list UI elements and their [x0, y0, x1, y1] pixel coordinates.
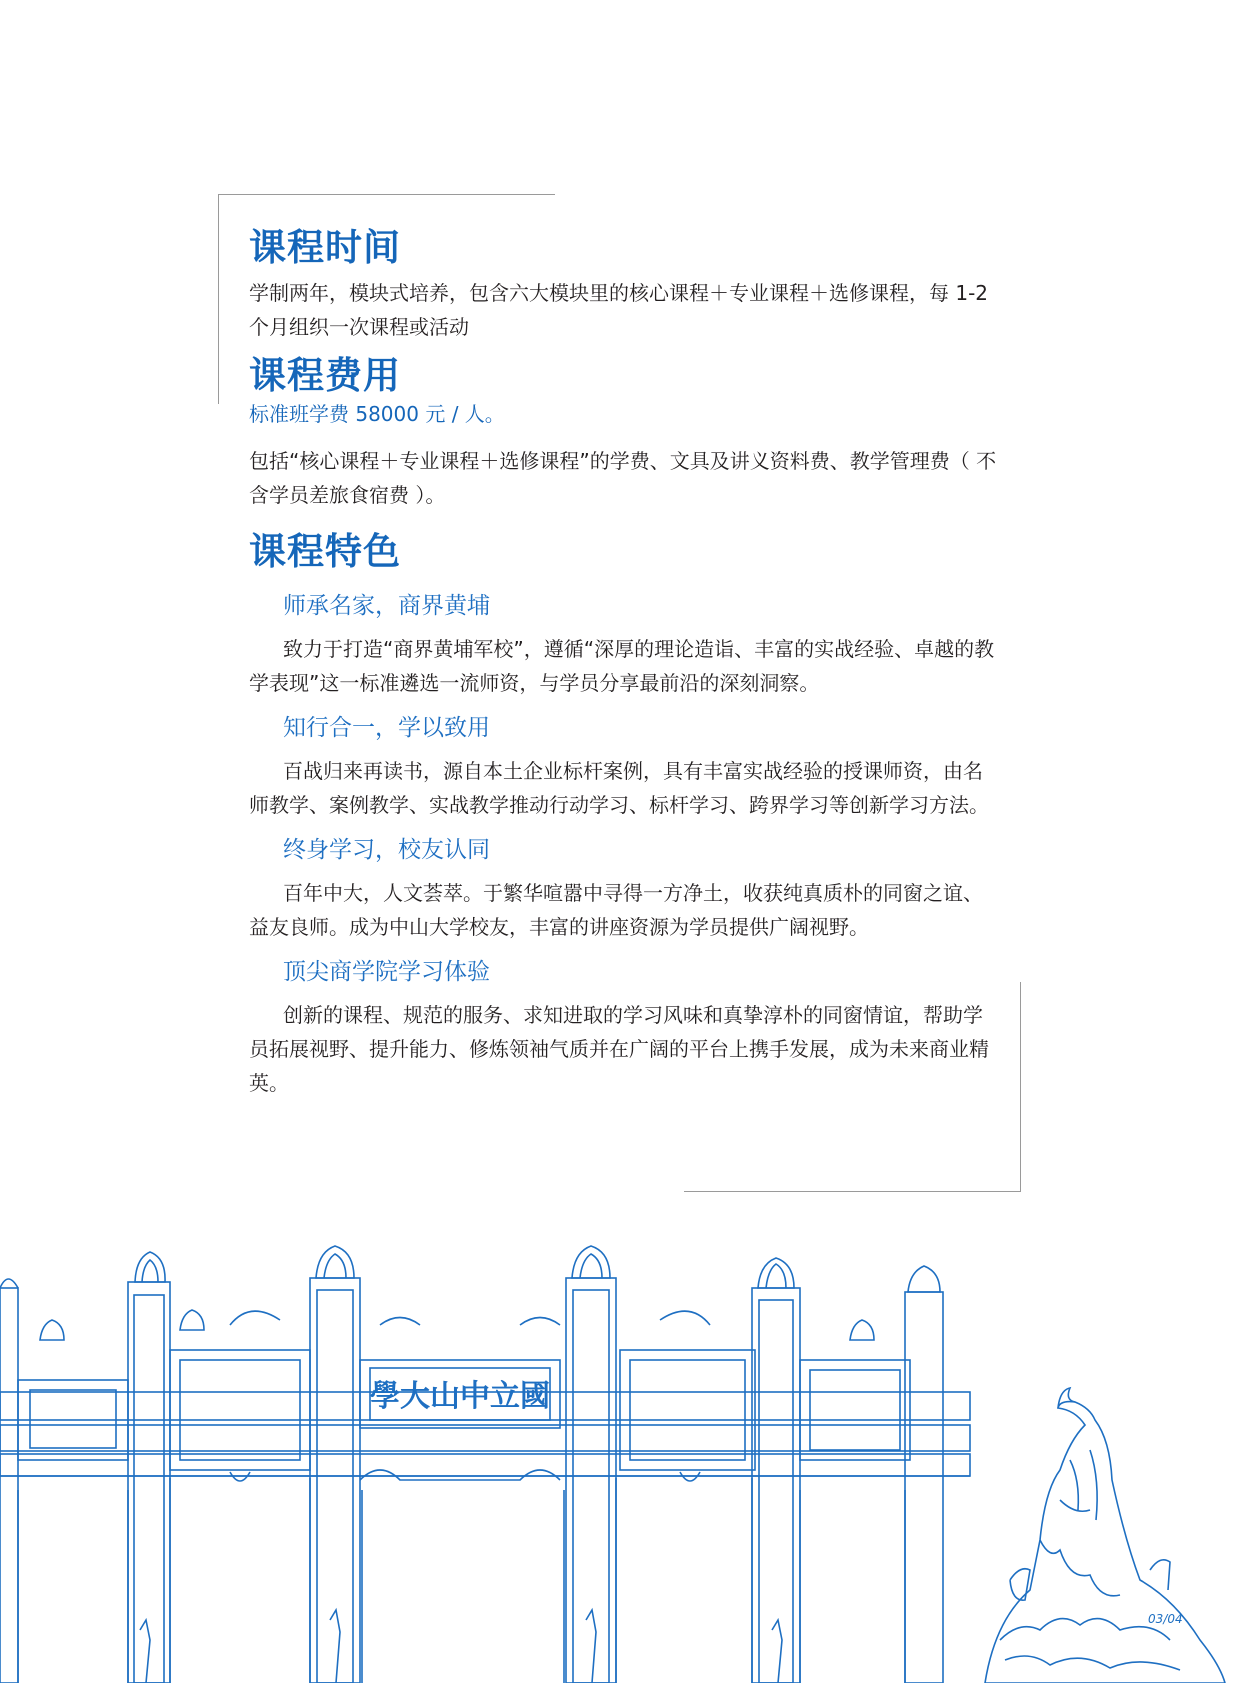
section-course-features [249, 526, 999, 1100]
feature-item [249, 954, 999, 1100]
section-course-fee [249, 350, 999, 512]
frame-line-bottom [684, 1191, 1021, 1192]
feature-item [249, 588, 999, 700]
section-title-features: 课程特色 [249, 530, 401, 573]
frame-line-top [218, 194, 555, 195]
frame-line-left [218, 194, 219, 404]
feature-title: 终身学习，校友认同 [283, 837, 490, 863]
feature-item [249, 710, 999, 822]
section-course-time [249, 222, 999, 344]
feature-text: 创新的课程、规范的服务、求知进取的学习风味和真挚淳朴的同窗情谊，帮助学员拓展视野、提升能力、修炼领袖气质并在广阔的平台上携手发展，成为未来商业精英。 [249, 1003, 989, 1095]
feature-text: 百战归来再读书，源自本土企业标杆案例，具有丰富实战经验的授课师资，由名师教学、案例教学、实战教学推动行动学习、标杆学习、跨界学习等创新学习方法。 [249, 759, 989, 817]
gate-plaque-text: 學大山中立國 [370, 1379, 550, 1414]
page-number: 03/04 [1148, 1612, 1183, 1626]
section-title-fee: 课程费用 [249, 354, 401, 397]
feature-title: 知行合一，学以致用 [283, 715, 490, 741]
feature-text: 致力于打造“商界黄埔军校”，遵循“深厚的理论造诣、丰富的实战经验、卓越的教学表现”这一标准遴选一流师资，与学员分享最前沿的深刻洞察。 [249, 637, 995, 695]
fee-price: 标准班学费 58000 元 / 人。 [249, 402, 505, 426]
fee-text: 包括“核心课程＋专业课程＋选修课程”的学费、文具及讲义资料费、教学管理费（ 不含学员差旅食宿费 ）。 [249, 449, 997, 507]
section-title-time: 课程时间 [249, 226, 401, 269]
feature-title: 师承名家，商界黄埔 [283, 593, 490, 619]
feature-title: 顶尖商学院学习体验 [283, 959, 490, 985]
feature-item [249, 832, 999, 944]
main-content [249, 222, 999, 1100]
campus-gate-illustration [0, 1240, 1240, 1683]
gate-arches [18, 1311, 905, 1683]
feature-text: 百年中大，人文荟萃。于繁华喧嚣中寻得一方净土，收获纯真质朴的同窗之谊、益友良师。成为中山大学校友，丰富的讲座资源为学员提供广阔视野。 [249, 881, 983, 939]
frame-line-right [1020, 982, 1021, 1192]
gate-finials [0, 1246, 940, 1340]
goat-statue [985, 1388, 1225, 1683]
course-time-text: 学制两年，模块式培养，包含六大模块里的核心课程＋专业课程＋选修课程，每 1-2 个月组织一次课程或活动 [249, 281, 989, 339]
